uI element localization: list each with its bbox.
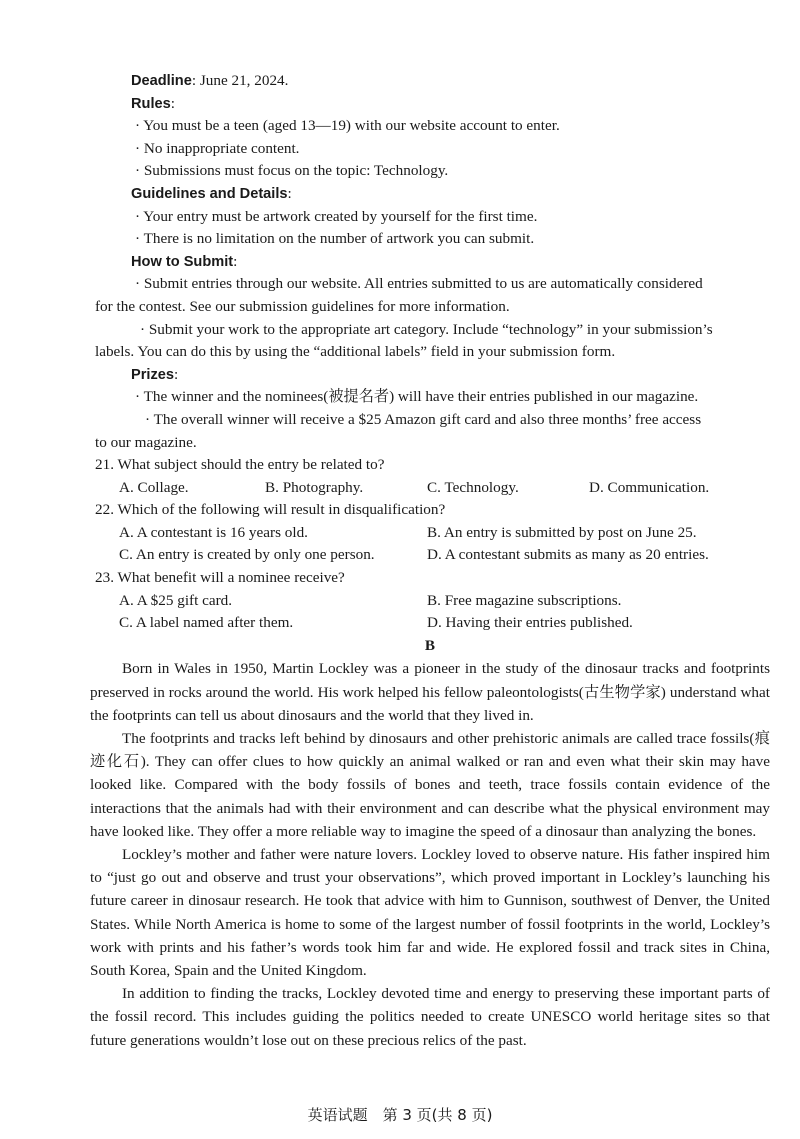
article-body [0,657,800,1051]
section-b-heading: B [424,636,436,654]
option-c: C. An entry is created by only one person. [119,546,375,564]
question-21-options [0,477,800,500]
option-c: C. Technology. [427,478,519,496]
submit-item-1: · Submit entries through our website. All entries submitted to us are automatically considered [135,275,703,293]
rule-item: · You must be a teen (aged 13—19) with our website account to enter. [135,117,560,135]
question-22-stem: 22. Which of the following will result in disqualification? [95,501,446,519]
article-paragraph: The footprints and tracks left behind by dinosaurs and other prehistoric animals are called trace fossils(痕迹化石). They can offer clues to how quickly an animal walked or ran and even what their skin may have looked like. Compared with the body fossils of bones and teeth, trace fossils contain evidence of the interactions that the animals had with their environment and can describe what the physical environment may have looked like. They offer a more reliable way to imagine the speed of a dinosaur than analyzing the bones. [90,730,770,840]
option-b: B. Free magazine subscriptions. [427,591,622,609]
submit-item-2-cont: labels. You can do this by using the “additional labels” field in your submission form. [95,343,616,361]
option-a: A. A $25 gift card. [119,591,233,609]
option-a: A. Collage. [119,478,189,496]
option-d: D. Communication. [589,478,710,496]
question-22-options-row2 [0,544,800,567]
article-paragraph: In addition to finding the tracks, Lockley devoted time and energy to preserving these important parts of the fossil record. This includes guiding the politics needed to create UNESCO world heritage sites so that future generations wouldn’t lose out on these precious relics of the past. [90,985,770,1049]
option-b: B. An entry is submitted by post on June 25. [427,523,697,541]
rule-item: · Submissions must focus on the topic: Technology. [135,162,449,180]
question-23-stem: 23. What benefit will a nominee receive? [95,569,345,587]
guideline-item: · There is no limitation on the number of artwork you can submit. [135,230,535,248]
option-b: B. Photography. [265,478,364,496]
article-paragraph: Lockley’s mother and father were nature lovers. Lockley loved to observe nature. His father inspired him to “just go out and observe and trust your observations”, which proved important in Lockley’s launching his future career in dinosaur research. He took that advice with him to Gunnison, southwest of Denver, the United States. While North America is home to some of the largest number of fossil footprints in the world, Lockley’s work with prints and his father’s words took him far and wide. He explored fossil and track sites in China, South Korea, Spain and the United Kingdom. [90,846,770,980]
submit-item-2: · Submit your work to the appropriate art category. Include “technology” in your submission’s [140,320,713,338]
question-21-stem: 21. What subject should the entry be related to? [95,456,385,474]
option-c: C. A label named after them. [119,614,294,632]
page-footer: 英语试题 第 3 页(共 8 页) [307,1106,493,1124]
question-23-options-row1 [0,590,800,613]
prize-item-2-cont: to our magazine. [95,433,197,451]
option-d: D. Having their entries published. [427,614,633,632]
option-d: D. A contestant submits as many as 20 entries. [427,546,709,564]
question-23-options-row2 [0,612,800,635]
submit-heading: How to Submit: [131,252,238,270]
deadline-label: Deadline [131,73,192,89]
deadline-line: Deadline: June 21, 2024. [131,72,289,89]
guidelines-heading: Guidelines and Details: [131,184,292,202]
article-paragraph: Born in Wales in 1950, Martin Lockley was a pioneer in the study of the dinosaur tracks and footprints preserved in rocks around the world. His work helped his fellow paleontologists(古生物学家) understand what the footprints can tell us about dinosaurs and the world that they lived in. [90,660,770,724]
prizes-heading: Prizes: [131,365,179,383]
submit-item-1-cont: for the contest. See our submission guidelines for more information. [95,297,510,315]
exam-page [0,70,800,1052]
prize-item-2: · The overall winner will receive a $25 Amazon gift card and also three months’ free access [145,410,702,428]
question-22-options-row1 [0,522,800,545]
deadline-value: June 21, 2024. [199,72,289,89]
prize-item-1: · The winner and the nominees(被提名者) will have their entries published in our magazine. [135,388,699,406]
option-a: A. A contestant is 16 years old. [119,523,308,541]
rule-item: · No inappropriate content. [135,139,300,157]
rules-heading: Rules: [131,94,175,112]
guideline-item: · Your entry must be artwork created by yourself for the first time. [135,207,538,225]
